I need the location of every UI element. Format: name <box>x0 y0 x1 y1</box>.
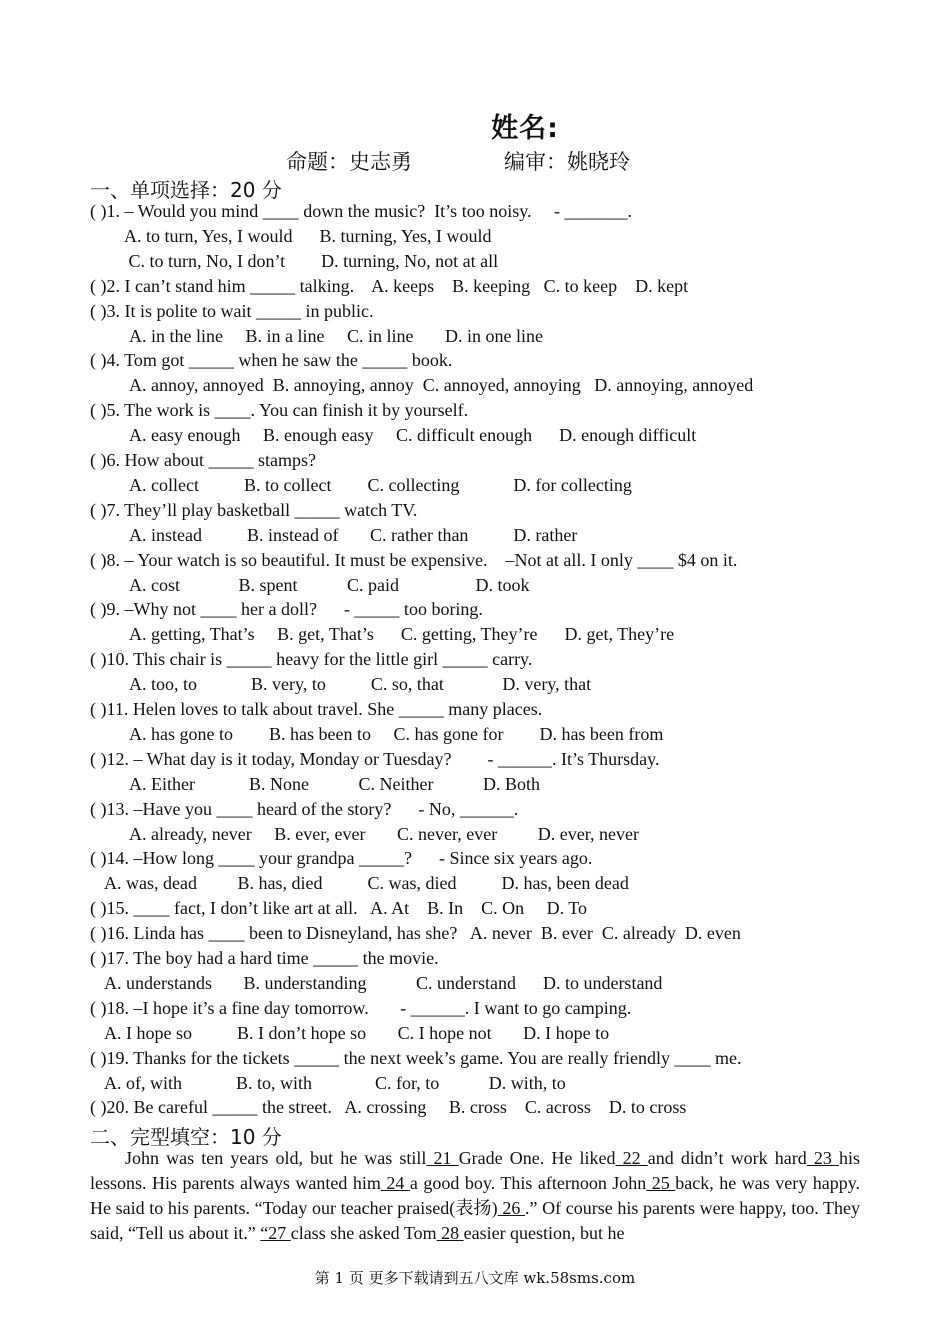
question-12-options: A. Either B. None C. Neither D. Both <box>129 773 540 794</box>
question-11-options: A. has gone to B. has been to C. has gone for D. has been from <box>129 723 664 744</box>
question-19-options: A. of, with B. to, with C. for, to D. with, to <box>104 1072 566 1093</box>
question-6-options: A. collect B. to collect C. collecting D. for collecting <box>129 474 632 495</box>
question-1-stem: ( )1. – Would you mind ____ down the music? It’s too noisy. - _______. <box>90 201 633 221</box>
question-4-options: A. annoy, annoyed B. annoying, annoy C. annoyed, annoying D. annoying, annoyed <box>129 375 754 396</box>
blank-22[interactable]: 22 <box>615 1148 648 1168</box>
question-8-stem: ( )8. – Your watch is so beautiful. It must be expensive. –Not at all. I only ____ $4 on it. <box>90 549 738 570</box>
question-5-options: A. easy enough B. enough easy C. difficult enough D. enough difficult <box>129 425 697 446</box>
question-3-stem: ( )3. It is polite to wait _____ in public. <box>90 300 374 321</box>
question-18-options: A. I hope so B. I don’t hope so C. I hope not D. I hope to <box>104 1022 610 1043</box>
blank-28[interactable]: 28 <box>436 1223 464 1243</box>
question-16-stem: ( )16. Linda has ____ been to Disneyland, has she? A. never B. ever C. already D. even <box>90 923 741 944</box>
question-19-stem: ( )19. Thanks for the tickets _____ the next week’s game. You are really friendly ____ me. <box>90 1047 742 1068</box>
blank-27[interactable]: “27 <box>260 1223 291 1243</box>
section-2-heading: 二、完型填空：10 分 <box>90 1125 282 1149</box>
blank-24[interactable]: 24 <box>380 1173 410 1193</box>
question-20-stem: ( )20. Be careful _____ the street. A. crossing B. cross C. across D. to cross <box>90 1097 687 1118</box>
authors-line <box>286 146 630 176</box>
propositioner: 命题：史志勇 <box>286 150 412 174</box>
question-1-options: A. to turn, Yes, I would B. turning, Yes, I would <box>124 225 492 246</box>
page-footer: 第 1 页 更多下载请到五八文库 wk.58sms.com <box>314 1269 636 1287</box>
question-8-options: A. cost B. spent C. paid D. took <box>129 574 530 595</box>
question-14-stem: ( )14. –How long ____ your grandpa _____? - Since six years ago. <box>90 848 593 869</box>
question-10-stem: ( )10. This chair is _____ heavy for the little girl _____ carry. <box>90 649 533 670</box>
blank-26[interactable]: 26 <box>497 1198 525 1218</box>
reviewer: 编审：姚晓玲 <box>504 150 630 174</box>
question-17-stem: ( )17. The boy had a hard time _____ the movie. <box>90 948 439 968</box>
question-4-stem: ( )4. Tom got _____ when he saw the _____ book. <box>90 350 453 371</box>
question-12-stem: ( )12. – What day is it today, Monday or Tuesday? - ______. It’s Thursday. <box>90 748 660 769</box>
question-17-options: A. understands B. understanding C. understand D. to understand <box>104 972 663 993</box>
question-13-stem: ( )13. –Have you ____ heard of the story? - No, ______. <box>90 798 519 819</box>
question-3-options: A. in the line B. in a line C. in line D. in one line <box>129 325 543 346</box>
blank-23[interactable]: 23 <box>806 1148 839 1168</box>
question-13-options: A. already, never B. ever, ever C. never, ever D. ever, never <box>129 823 639 844</box>
question-9-options: A. getting, That’s B. get, That’s C. getting, They’re D. get, They’re <box>129 624 675 645</box>
question-7-stem: ( )7. They’ll play basketball _____ watch TV. <box>90 499 418 520</box>
question-5-stem: ( )5. The work is ____. You can finish it by yourself. <box>90 400 469 421</box>
section-1-heading: 一、单项选择：20 分 <box>90 178 282 202</box>
question-1-options: C. to turn, No, I don’t D. turning, No, not at all <box>124 250 499 271</box>
name-field-label: 姓名: <box>491 113 559 144</box>
question-7-options: A. instead B. instead of C. rather than D. rather <box>129 524 578 545</box>
blank-21[interactable]: 21 <box>426 1148 459 1168</box>
question-10-options: A. too, to B. very, to C. so, that D. very, that <box>129 674 592 695</box>
question-6-stem: ( )6. How about _____ stamps? <box>90 450 316 470</box>
question-14-options: A. was, dead B. has, died C. was, died D. has, been dead <box>104 873 629 894</box>
blank-25[interactable]: 25 <box>646 1173 676 1193</box>
cloze-passage: John was ten years old, but he was still 21 Grade One. He liked 22 and didn’t work hard 23 his lessons. His parents always wanted him 24 a good boy. This afternoon John 25 back, he was very happy. He said to his parents. “Today our teacher praised(表扬) 26 .” Of course his parents were happy, too. They said, “Tell us about it.” “27 class she asked Tom 28 easier question, but he <box>90 1148 861 1243</box>
question-2-stem: ( )2. I can’t stand him _____ talking. A. keeps B. keeping C. to keep D. kept <box>90 275 689 296</box>
question-15-stem: ( )15. ____ fact, I don’t like art at all. A. At B. In C. On D. To <box>90 898 588 919</box>
question-9-stem: ( )9. –Why not ____ her a doll? - _____ too boring. <box>90 599 483 620</box>
question-18-stem: ( )18. –I hope it’s a fine day tomorrow. - ______. I want to go camping. <box>90 997 632 1018</box>
question-11-stem: ( )11. Helen loves to talk about travel. She _____ many places. <box>90 699 543 719</box>
